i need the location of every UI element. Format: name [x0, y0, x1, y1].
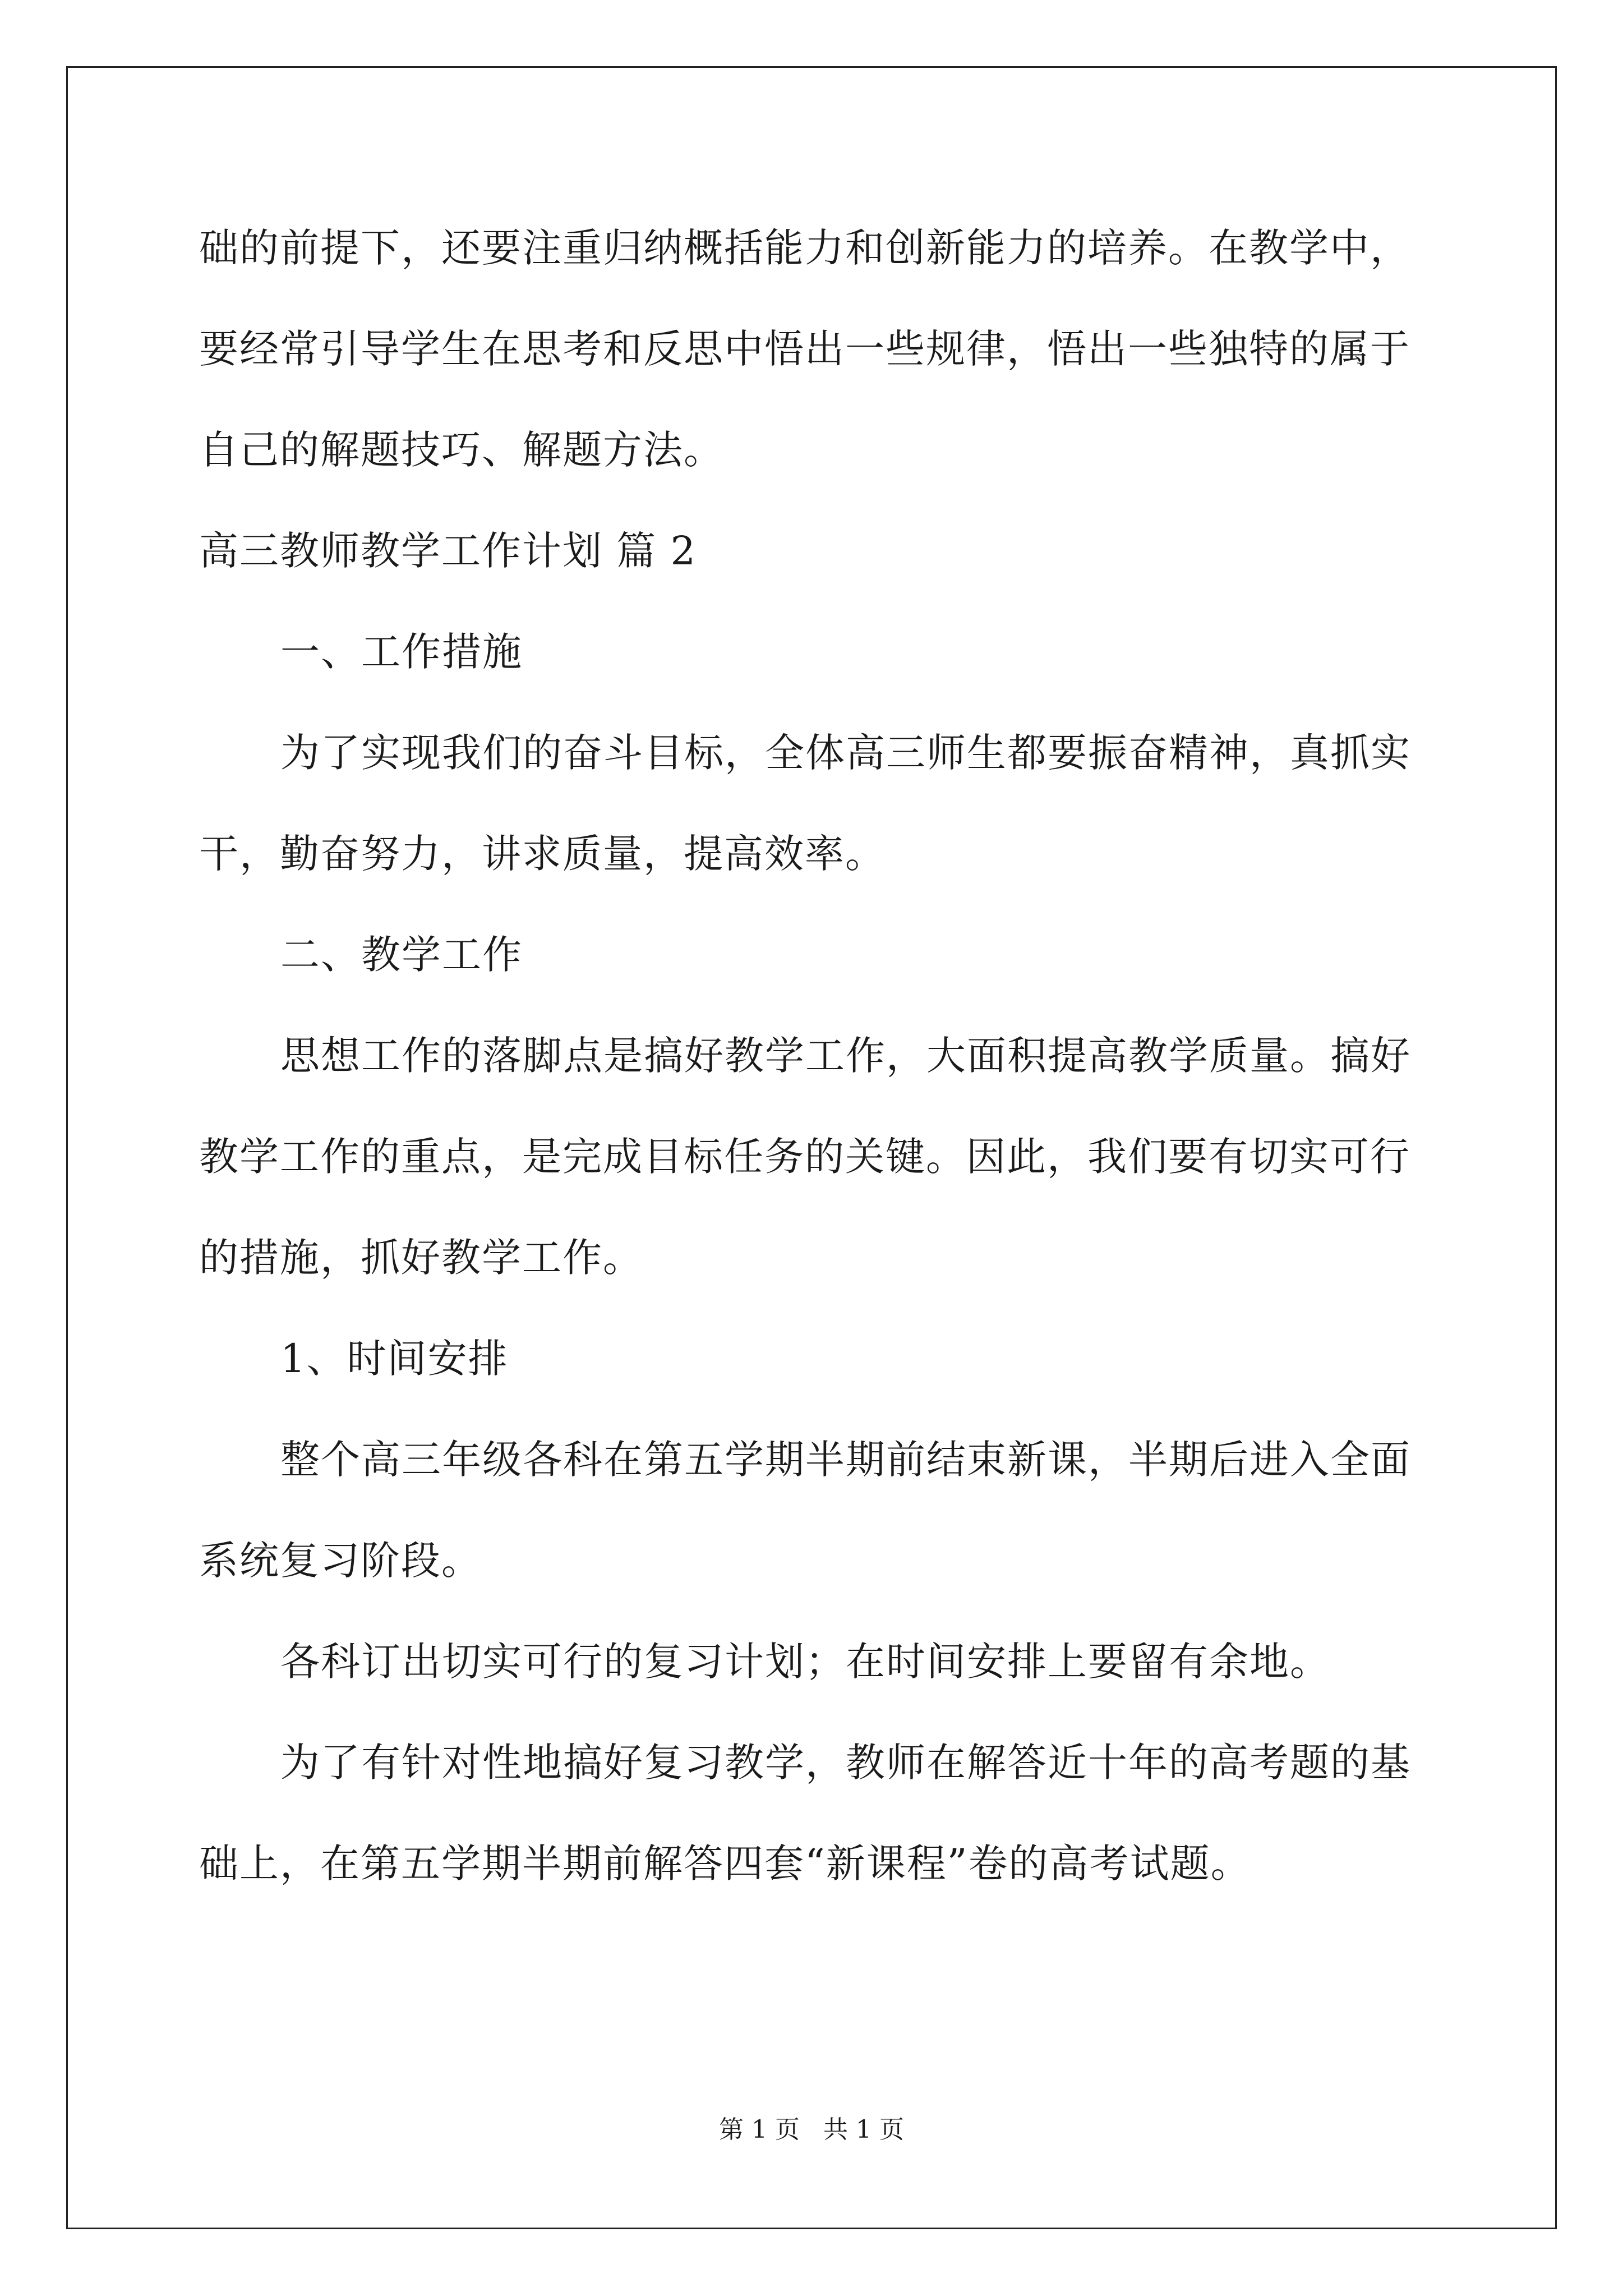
paragraph-line: 各科订出切实可行的复习计划；在时间安排上要留有余地。 — [280, 1639, 1330, 1685]
paragraph-line: 为了实现我们的奋斗目标，全体高三师生都要振奋精神，真抓实 — [280, 730, 1411, 776]
paragraph-line: 要经常引导学生在思考和反思中悟出一些规律，悟出一些独特的属于 — [199, 326, 1410, 372]
paragraph-line: 干，勤奋努力，讲求质量，提高效率。 — [199, 831, 886, 877]
paragraph-line: 础的前提下，还要注重归纳概括能力和创新能力的培养。在教学中， — [199, 225, 1410, 271]
paragraph-line: 教学工作的重点，是完成目标任务的关键。因此，我们要有切实可行 — [199, 1134, 1410, 1180]
paragraph-line: 础上，在第五学期半期前解答四套“新课程”卷的高考试题。 — [199, 1841, 1251, 1887]
page-footer: 第 1 页 共 1 页 — [719, 2115, 904, 2144]
heading-time-arrangement: 1、时间安排 — [280, 1336, 509, 1382]
paragraph-line: 自己的解题技巧、解题方法。 — [199, 427, 724, 473]
heading-teaching-work: 二、教学工作 — [280, 932, 523, 978]
paragraph-line: 系统复习阶段。 — [199, 1538, 482, 1584]
paragraph-line: 思想工作的落脚点是搞好教学工作，大面积提高教学质量。搞好 — [280, 1033, 1411, 1079]
heading-work-measures: 一、工作措施 — [280, 629, 523, 675]
paragraph-line: 为了有针对性地搞好复习教学，教师在解答近十年的高考题的基 — [280, 1740, 1411, 1786]
section-title: 高三教师教学工作计划 篇 2 — [199, 528, 697, 574]
paragraph-line: 整个高三年级各科在第五学期半期前结束新课，半期后进入全面 — [280, 1437, 1411, 1483]
paragraph-line: 的措施，抓好教学工作。 — [199, 1235, 643, 1281]
